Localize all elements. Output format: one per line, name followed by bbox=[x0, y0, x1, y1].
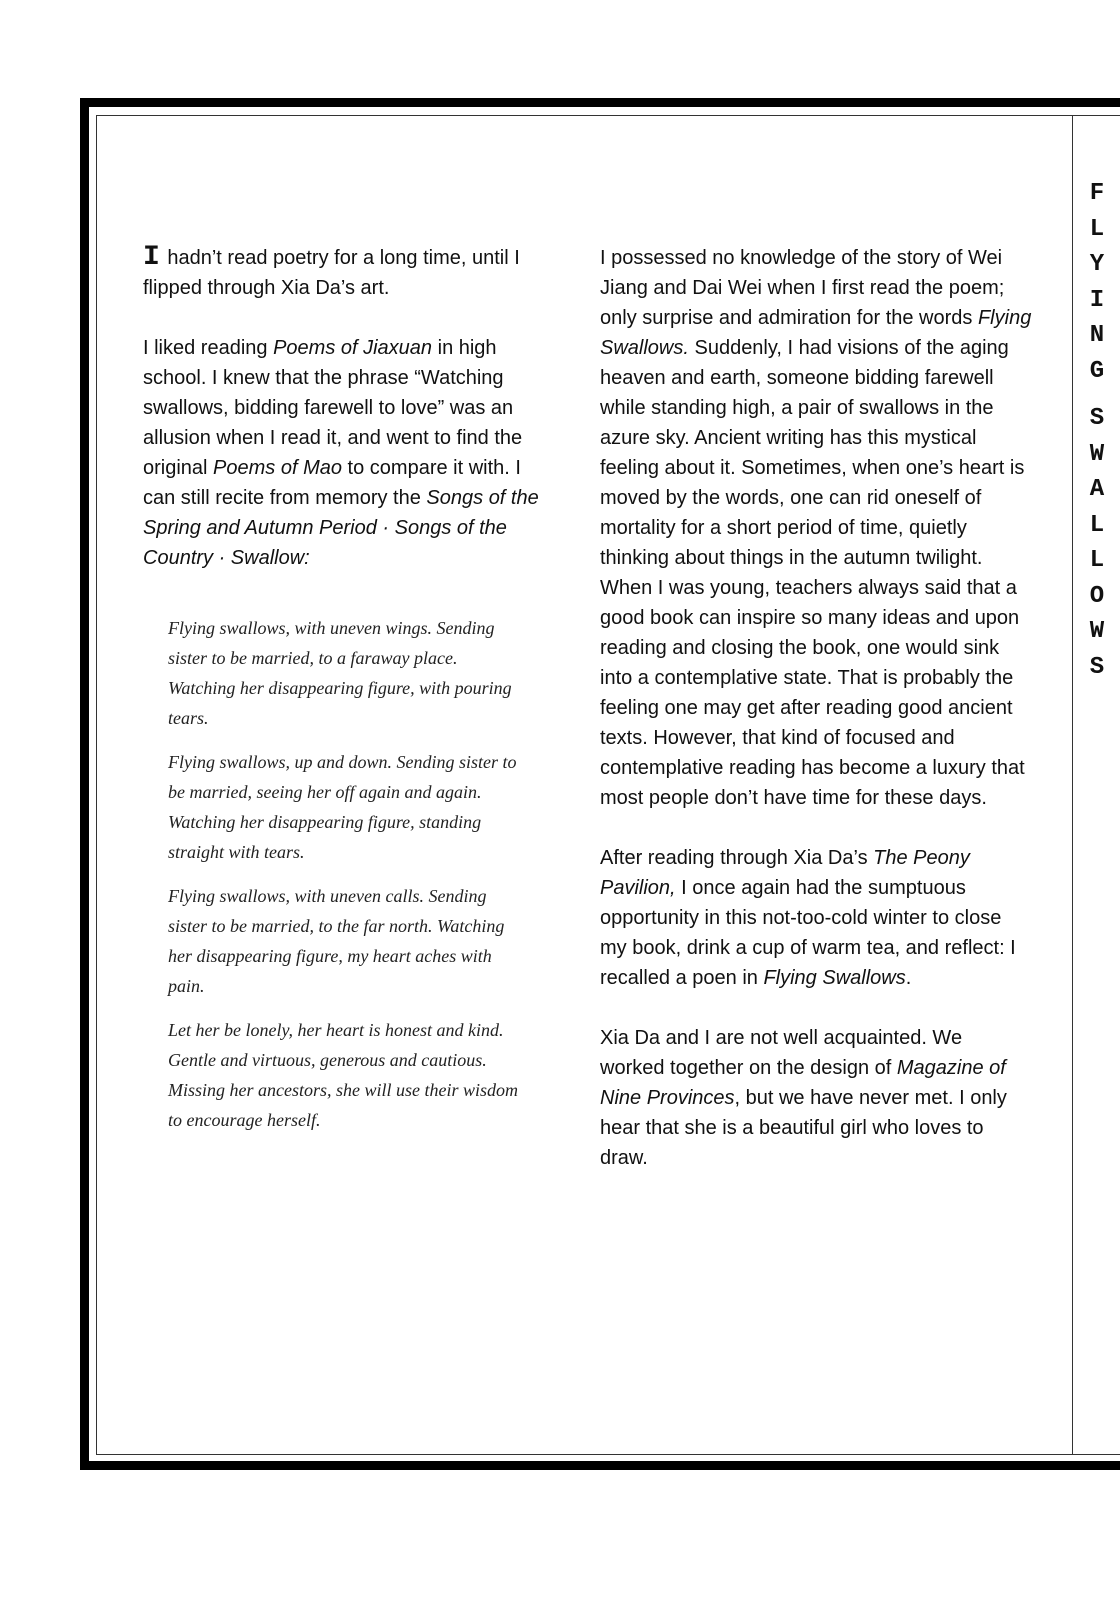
acquaintance-paragraph bbox=[600, 1023, 1032, 1173]
paragraph-text: . bbox=[905, 967, 912, 989]
side-title-letter: G bbox=[1089, 357, 1105, 385]
side-title-letter: I bbox=[1089, 286, 1105, 314]
book-title: Poems of Mao bbox=[213, 457, 342, 479]
poem-stanza: Let her be lonely, her heart is honest and kind. Gentle and virtuous, generous and cautious. Missing her ancestors, she will use their wisdom to encourage herself. bbox=[168, 1020, 518, 1130]
side-title-letter: L bbox=[1089, 215, 1105, 243]
reflection-paragraph bbox=[600, 243, 1032, 813]
poem-stanza: Flying swallows, up and down. Sending sister to be married, seeing her off again and again. Watching her disappearing figure, standing straight with tears. bbox=[168, 752, 517, 862]
side-title-letter: S bbox=[1089, 653, 1105, 681]
side-title-letter: F bbox=[1089, 180, 1105, 207]
book-title: Poems of Jiaxuan bbox=[273, 337, 433, 359]
side-title-letter: A bbox=[1089, 476, 1105, 503]
drop-cap: I bbox=[143, 242, 160, 273]
paragraph-text: in high school. I knew that the phrase “Watching swallows, bidding farewell to love” was an allusion when I read it, and went to find the original bbox=[143, 337, 523, 479]
paragraph-text: I possessed no knowledge of the story of Wei Jiang and Dai Wei when I first read the poem; only surprise and admiration for the words bbox=[600, 247, 1005, 329]
poem-stanza: Flying swallows, with uneven wings. Sending sister to be married, to a faraway place. Watching her disappearing figure, with pouring tears. bbox=[168, 618, 512, 728]
paragraph-text: I once again had the sumptuous opportunity in this not-too-cold winter to close my book, drink a cup of warm tea, and reflect: I recalled a poen in bbox=[600, 877, 1016, 989]
book-title: The Peony Pavilion, bbox=[600, 847, 970, 899]
paragraph-text: Xia Da and I are not well acquainted. We worked together on the design of bbox=[600, 1027, 963, 1079]
poem-source-title: Songs of the Spring and Autumn Period · Songs of the Country · Swallow: bbox=[143, 487, 539, 569]
intro-text: hadn’t read poetry for a long time, until I flipped through Xia Da’s art. bbox=[143, 247, 520, 299]
left-column bbox=[143, 243, 555, 1149]
intro-paragraph bbox=[143, 243, 555, 303]
magazine-title: Magazine of Nine Provinces bbox=[600, 1057, 1006, 1109]
side-title-word-gap bbox=[1082, 389, 1112, 401]
side-title-letter: W bbox=[1089, 618, 1105, 645]
side-title-letter: N bbox=[1089, 322, 1105, 349]
paragraph-text: Suddenly, I had visions of the aging heaven and earth, someone bidding farewell while standing high, a pair of swallows in the azure sky. Ancient writing has this mystical feeling about it. Sometimes, when one’s heart is moved by the words, one can rid oneself of mortality for a short period of time, quietly thinking about things in the autumn twilight. When I was young, teachers always said that a good book can inspire so many ideas and upon reading and closing the book, one would sink into a contemplative state. That is probably the feeling one may get after reading good ancient texts. However, that kind of focused and contemplative reading has become a luxury that most people don’t have time for these days. bbox=[600, 337, 1025, 809]
side-title-letter: Y bbox=[1089, 251, 1105, 278]
side-title-letter: W bbox=[1089, 440, 1105, 468]
side-title-letter: L bbox=[1089, 547, 1105, 574]
paragraph-text: I liked reading bbox=[143, 337, 274, 359]
book-title: Flying Swallows bbox=[763, 967, 906, 989]
paragraph-text: After reading through Xia Da’s bbox=[600, 847, 874, 869]
side-title-letter: L bbox=[1089, 511, 1105, 539]
book-title: Flying Swallows. bbox=[600, 307, 1032, 359]
poem-block bbox=[168, 613, 518, 1135]
side-title-letter: S bbox=[1089, 405, 1105, 432]
vertical-side-title bbox=[1082, 176, 1112, 685]
peony-paragraph bbox=[600, 843, 1032, 993]
poem-stanza: Flying swallows, with uneven calls. Sending sister to be married, to the far north. Watching her disappearing figure, my heart aches with pain. bbox=[168, 886, 505, 996]
paragraph-text: , but we have never met. I only hear that she is a beautiful girl who loves to draw. bbox=[600, 1087, 1007, 1169]
side-title-letter: O bbox=[1089, 582, 1105, 610]
right-column bbox=[600, 243, 1032, 1203]
jiaxuan-paragraph bbox=[143, 333, 555, 573]
paragraph-text: to compare it with. I can still recite from memory the bbox=[143, 457, 521, 509]
side-title-divider bbox=[1072, 115, 1073, 1455]
